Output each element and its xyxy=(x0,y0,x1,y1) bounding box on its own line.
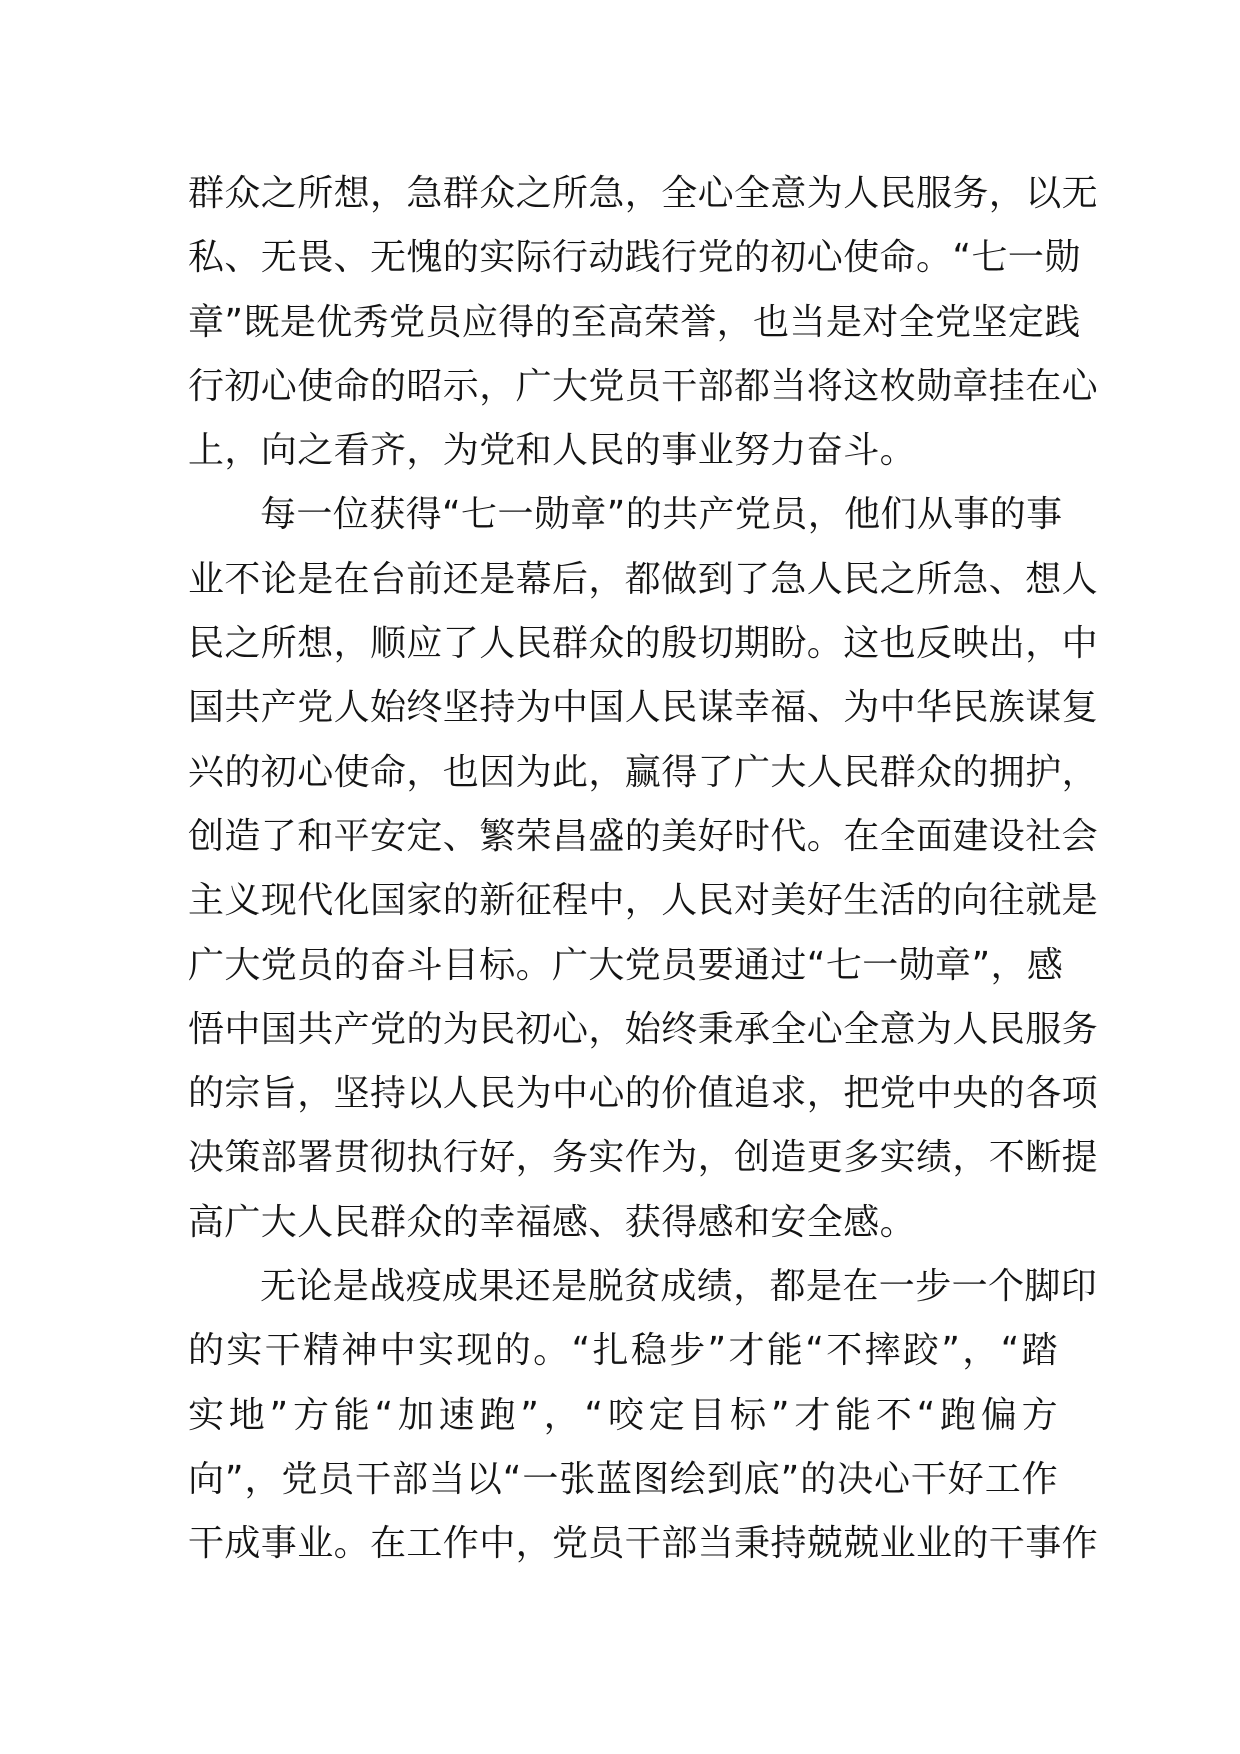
text-line: 行初心使命的昭示，广大党员干部都当将这枚勋章挂在心 xyxy=(188,365,1099,407)
text-line: 创造了和平安定、繁荣昌盛的美好时代。在全面建设社会 xyxy=(188,815,1099,857)
text-line: 的实干精神中实现的。“扎稳步”才能“不摔跤”，“踏 xyxy=(188,1330,1058,1372)
text-line: 干成事业。在工作中，党员干部当秉持兢兢业业的干事作 xyxy=(188,1523,1099,1565)
text-line: 广大党员的奋斗目标。广大党员要通过“七一勋章”，感 xyxy=(188,944,1064,986)
text-line: 章”既是优秀党员应得的至高荣誉，也当是对全党坚定践 xyxy=(188,301,1081,343)
text-line: 主义现代化国家的新征程中，人民对美好生活的向往就是 xyxy=(188,880,1099,922)
text-line: 民之所想，顺应了人民群众的殷切期盼。这也反映出，中 xyxy=(188,623,1099,665)
text-line: 悟中国共产党的为民初心，始终秉承全心全意为人民服务 xyxy=(188,1008,1099,1050)
text-line: 实地”方能“加速跑”，“咬定目标”才能不“跑偏方 xyxy=(188,1394,1058,1436)
text-line: 群众之所想，急群众之所急，全心全意为人民服务，以无 xyxy=(188,173,1099,214)
text-line: 决策部署贯彻执行好，务实作为，创造更多实绩，不断提 xyxy=(188,1137,1099,1179)
text-line: 高广大人民群众的幸福感、获得感和安全感。 xyxy=(188,1201,917,1243)
text-line: 向”，党员干部当以“一张蓝图绘到底”的决心干好工作 xyxy=(188,1458,1058,1500)
text-line: 国共产党人始终坚持为中国人民谋幸福、为中华民族谋复 xyxy=(188,687,1099,729)
body-text xyxy=(188,162,1099,1577)
text-line: 的宗旨，坚持以人民为中心的价值追求，把党中央的各项 xyxy=(188,1073,1099,1115)
text-line: 每一位获得“七一勋章”的共产党员，他们从事的事 xyxy=(260,494,1063,536)
text-line: 兴的初心使命，也因为此，赢得了广大人民群众的拥护， xyxy=(188,751,1099,793)
text-line: 业不论是在台前还是幕后，都做到了急人民之所急、想人 xyxy=(188,558,1099,600)
text-line: 私、无畏、无愧的实际行动践行党的初心使命。“七一勋 xyxy=(188,237,1081,279)
text-line: 无论是战疫成果还是脱贫成绩，都是在一步一个脚印 xyxy=(260,1266,1098,1308)
text-line: 上，向之看齐，为党和人民的事业努力奋斗。 xyxy=(188,430,917,472)
